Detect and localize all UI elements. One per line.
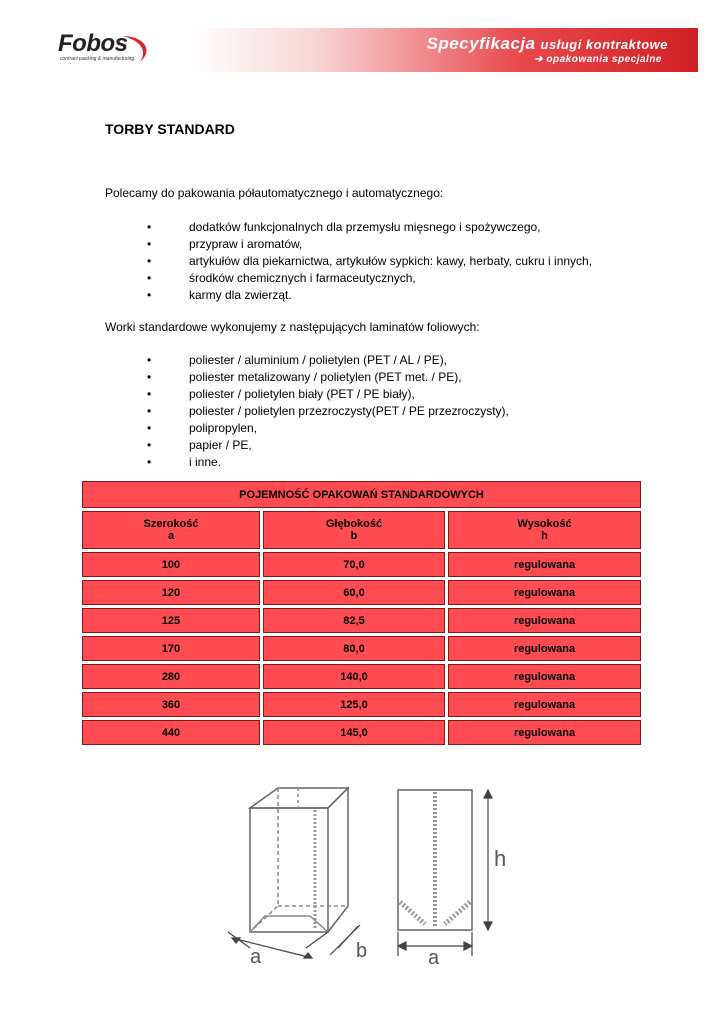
bullet: • (147, 455, 152, 469)
cell-height: regulowana (448, 692, 641, 717)
cell-depth: 145,0 (263, 720, 445, 745)
header-depth: Głębokość b (263, 511, 445, 549)
dimension-a-left (228, 932, 328, 958)
bullet: • (147, 387, 152, 401)
logo-swoosh-icon (118, 32, 154, 68)
bullet: • (147, 421, 152, 435)
banner-subtitle: ➔ opakowania specjalne (534, 54, 662, 65)
bag-3d-drawing (250, 788, 348, 932)
banner-title-main: Specyfikacja (426, 34, 536, 53)
label-h: h (494, 846, 507, 871)
logo-name: Fobos (58, 30, 128, 57)
table-caption: POJEMNOŚĆ OPAKOWAŃ STANDARDOWYCH (82, 481, 641, 508)
page-header (0, 0, 724, 78)
bag-dimension-diagram (210, 780, 520, 980)
bullet: • (147, 404, 152, 418)
dimension-h (484, 790, 492, 930)
cell-width: 120 (82, 580, 260, 605)
header-banner (188, 28, 698, 72)
bullet: • (147, 288, 152, 302)
cell-width: 440 (82, 720, 260, 745)
table-row (82, 636, 641, 661)
bullet: • (147, 254, 152, 268)
header-height: Wysokość h (448, 511, 641, 549)
table-row (82, 720, 641, 745)
header-width: Szerokość a (82, 511, 260, 549)
table-row (82, 692, 641, 717)
table-row (82, 580, 641, 605)
bullet: • (147, 237, 152, 251)
cell-depth: 60,0 (263, 580, 445, 605)
cell-height: regulowana (448, 720, 641, 745)
bullet: • (147, 353, 152, 367)
table-row (82, 552, 641, 577)
table-row (82, 608, 641, 633)
cell-depth: 125,0 (263, 692, 445, 717)
label-a-right: a (428, 947, 440, 969)
intro-text: Polecamy do pakowania półautomatycznego i automatycznego: (105, 186, 444, 200)
cell-width: 360 (82, 692, 260, 717)
banner-title (427, 34, 668, 54)
table-header-row (82, 511, 641, 549)
cell-height: regulowana (448, 608, 641, 633)
label-a-left: a (250, 946, 262, 968)
table-row (82, 664, 641, 689)
cell-depth: 140,0 (263, 664, 445, 689)
cell-width: 125 (82, 608, 260, 633)
laminates-intro-text: Worki standardowe wykonujemy z następujących laminatów foliowych: (105, 320, 480, 334)
cell-depth: 80,0 (263, 636, 445, 661)
banner-title-rest: usługi kontraktowe (540, 37, 668, 52)
page-title: TORBY STANDARD (105, 121, 235, 137)
cell-height: regulowana (448, 664, 641, 689)
cell-height: regulowana (448, 580, 641, 605)
cell-width: 170 (82, 636, 260, 661)
fobos-logo (58, 30, 158, 72)
table-caption-row (82, 481, 641, 508)
cell-height: regulowana (448, 636, 641, 661)
bullet: • (147, 438, 152, 452)
logo-tagline: contract packing & manufacturing (60, 56, 135, 62)
label-b: b (356, 940, 368, 962)
cell-width: 280 (82, 664, 260, 689)
cell-height: regulowana (448, 552, 641, 577)
cell-width: 100 (82, 552, 260, 577)
cell-depth: 70,0 (263, 552, 445, 577)
bag-front-drawing (398, 790, 472, 930)
bullet: • (147, 271, 152, 285)
cell-depth: 82,5 (263, 608, 445, 633)
bullet: • (147, 370, 152, 384)
bullet: • (147, 220, 152, 234)
